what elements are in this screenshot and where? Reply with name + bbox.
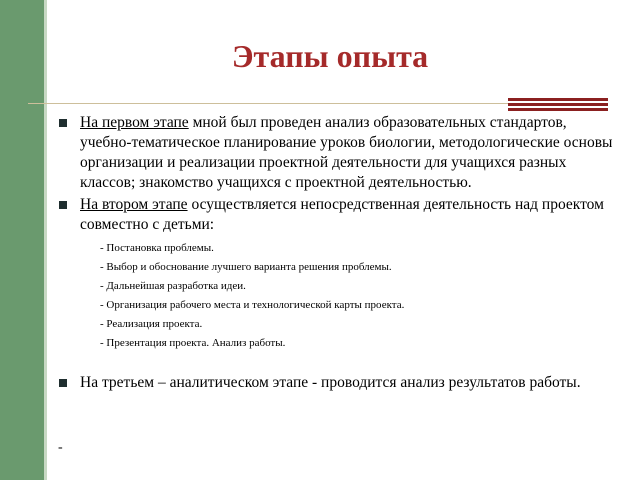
decorative-sidebar-edge	[44, 0, 47, 480]
square-bullet-icon	[59, 119, 67, 127]
stage-two-lead: На втором этапе	[80, 196, 188, 213]
step-item: - Презентация проекта. Анализ работы.	[100, 337, 286, 349]
slide-content	[58, 113, 618, 395]
bullet-stage-two	[58, 195, 618, 235]
title-divider-thin	[28, 103, 508, 104]
title-divider-dark-2	[508, 103, 608, 106]
stage-two-text: осуществляется непосредственная деятельность над проектом совместно с детьми:	[80, 196, 604, 233]
title-divider-dark-1	[508, 98, 608, 101]
spacer	[58, 359, 618, 373]
bullet-stage-one	[58, 113, 618, 193]
slide-title: Этапы опыта	[231, 38, 429, 74]
decorative-sidebar	[0, 0, 44, 480]
bullet-stage-three	[58, 373, 618, 393]
step-item: - Выбор и обоснование лучшего варианта решения проблемы.	[100, 261, 392, 273]
square-bullet-icon	[59, 201, 67, 209]
stage-two-steps	[58, 239, 618, 353]
step-item: - Дальнейшая разработка идеи.	[100, 280, 246, 292]
step-item: - Организация рабочего места и технологической карты проекта.	[100, 299, 405, 311]
trailing-mark: -	[58, 440, 63, 455]
stage-one-text: мной был проведен анализ образовательных стандартов, учебно-тематическое планирование уроков биологии, методологические основы организации и реализации проектной деятельности для учащихся разных классов; знакомство учащихся с проектной деятельностью.	[80, 114, 613, 191]
step-item: - Реализация проекта.	[100, 318, 203, 330]
title-divider-dark-3	[508, 108, 608, 111]
stage-one-lead: На первом этапе	[80, 114, 189, 131]
square-bullet-icon	[59, 379, 67, 387]
step-item: - Постановка проблемы.	[100, 242, 214, 254]
stage-three-text: На третьем – аналитическом этапе - проводится анализ результатов работы.	[80, 374, 581, 391]
